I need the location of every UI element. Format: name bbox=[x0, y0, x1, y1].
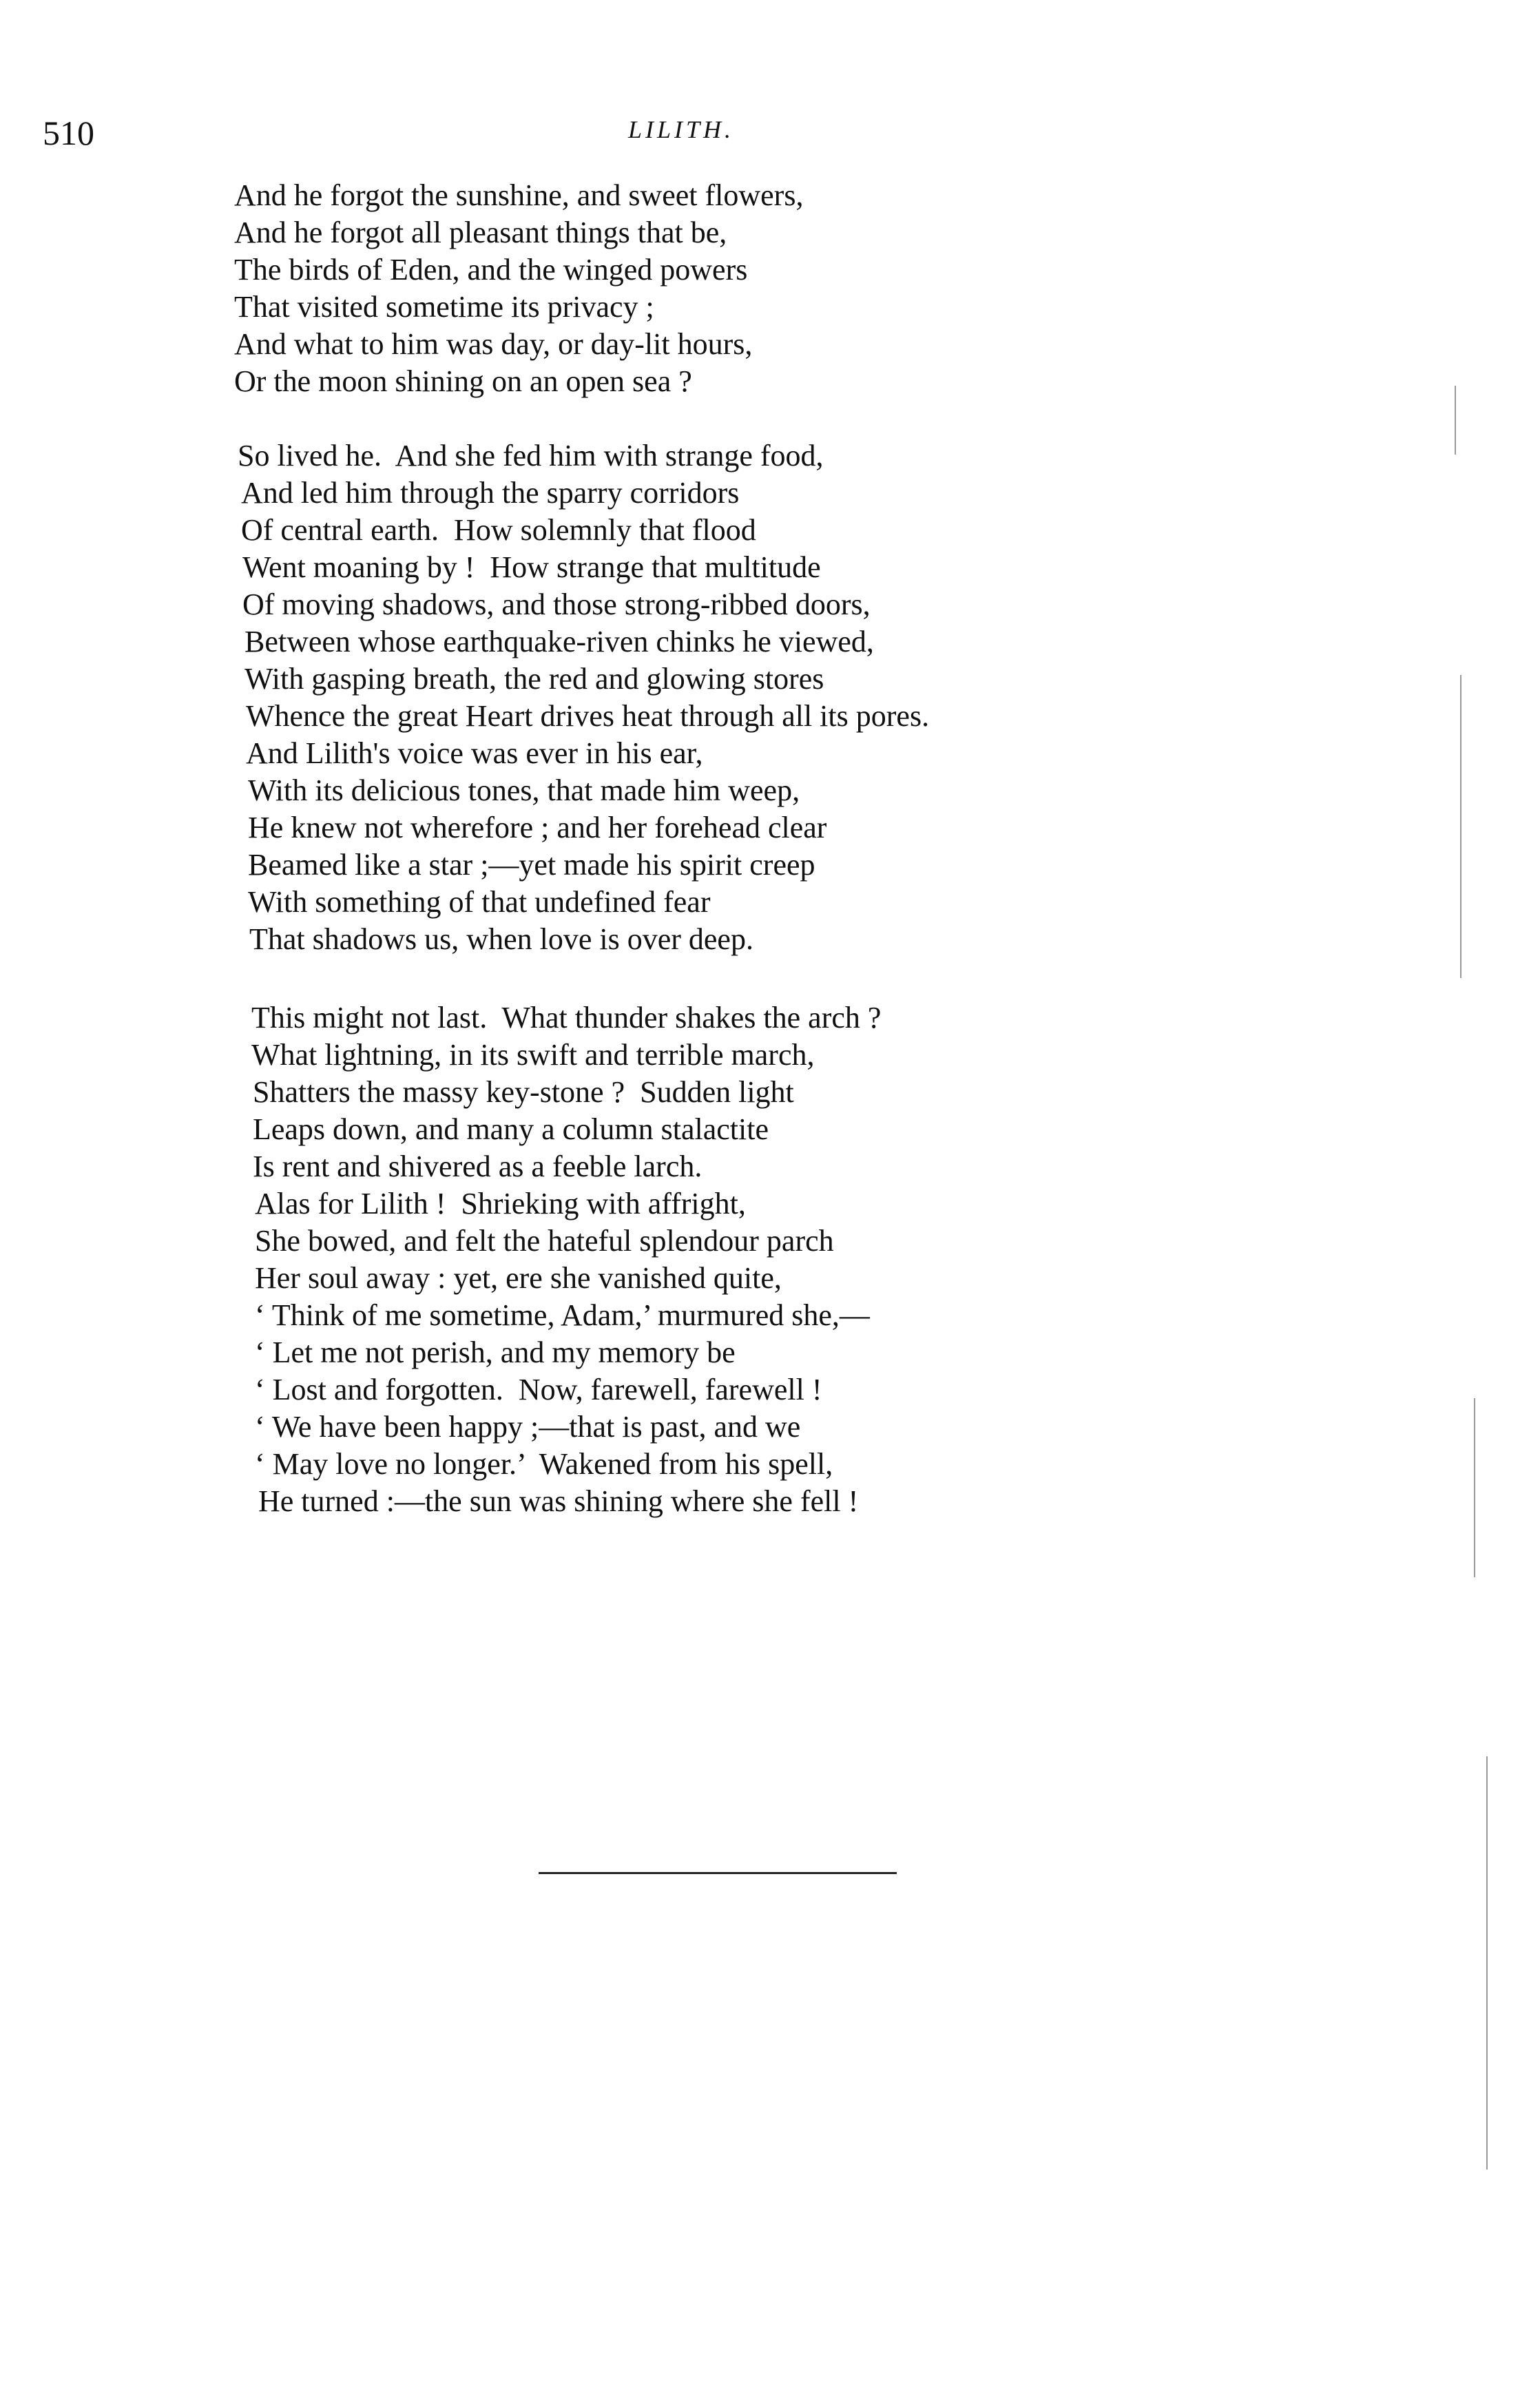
poem-line: ‘ Lost and forgotten. Now, farewell, farewell ! bbox=[255, 1373, 822, 1406]
page-number: 510 bbox=[43, 114, 94, 152]
scan-edge-mark bbox=[1455, 386, 1456, 455]
end-rule bbox=[539, 1872, 897, 1874]
poem-line: He turned :—the sun was shining where she fell ! bbox=[258, 1484, 859, 1518]
poem-line: She bowed, and felt the hateful splendour parch bbox=[255, 1224, 834, 1258]
poem-line: ‘ May love no longer.’ Wakened from his spell, bbox=[255, 1447, 833, 1481]
poem-line: And led him through the sparry corridors bbox=[241, 476, 740, 510]
poem-line: Beamed like a star ;—yet made his spirit creep bbox=[248, 848, 815, 882]
poem-line: Went moaning by ! How strange that multitude bbox=[242, 550, 821, 584]
poem-line: And he forgot all pleasant things that be, bbox=[234, 216, 727, 249]
poem-line: He knew not wherefore ; and her forehead clear bbox=[248, 811, 827, 844]
poem-line: Is rent and shivered as a feeble larch. bbox=[253, 1150, 703, 1183]
poem-line: Of central earth. How solemnly that flood bbox=[241, 513, 756, 547]
poem-line: Or the moon shining on an open sea ? bbox=[234, 364, 692, 398]
poem-line: ‘ We have been happy ;—that is past, and we bbox=[255, 1410, 801, 1444]
poem-line: That shadows us, when love is over deep. bbox=[249, 922, 753, 956]
poem-line: Whence the great Heart drives heat through all its pores. bbox=[246, 699, 930, 733]
scan-edge-mark bbox=[1474, 1398, 1475, 1577]
poem-line: Leaps down, and many a column stalactite bbox=[253, 1112, 769, 1146]
poem-line: And what to him was day, or day-lit hours, bbox=[234, 327, 753, 361]
poem-line: Alas for Lilith ! Shrieking with affright, bbox=[255, 1187, 746, 1220]
scan-edge-mark bbox=[1486, 1756, 1488, 2170]
scan-edge-mark bbox=[1460, 675, 1461, 978]
poem-line: With something of that undefined fear bbox=[248, 885, 711, 919]
running-head: LILITH. bbox=[628, 116, 735, 143]
poem-line: With gasping breath, the red and glowing stores bbox=[244, 662, 824, 696]
poem-line: The birds of Eden, and the winged powers bbox=[234, 253, 748, 287]
poem-line: And Lilith's voice was ever in his ear, bbox=[246, 736, 703, 770]
poem-line: And he forgot the sunshine, and sweet flowers, bbox=[234, 178, 804, 212]
poem-line: Between whose earthquake-riven chinks he viewed, bbox=[244, 625, 874, 658]
poem-line: ‘ Let me not perish, and my memory be bbox=[255, 1335, 736, 1369]
poem-line: That visited sometime its privacy ; bbox=[234, 290, 654, 324]
poem-line: This might not last. What thunder shakes the arch ? bbox=[251, 1001, 882, 1035]
poem-line: Her soul away : yet, ere she vanished quite, bbox=[255, 1261, 782, 1295]
poem-line: With its delicious tones, that made him weep, bbox=[248, 773, 800, 807]
poem-line: Shatters the massy key-stone ? Sudden light bbox=[253, 1075, 794, 1109]
poem-line: Of moving shadows, and those strong-ribbed doors, bbox=[242, 588, 871, 621]
poem-line: ‘ Think of me sometime, Adam,’ murmured she,— bbox=[255, 1298, 870, 1332]
poem-line: What lightning, in its swift and terrible march, bbox=[251, 1038, 815, 1072]
poem-line: So lived he. And she fed him with strange food, bbox=[238, 439, 824, 472]
